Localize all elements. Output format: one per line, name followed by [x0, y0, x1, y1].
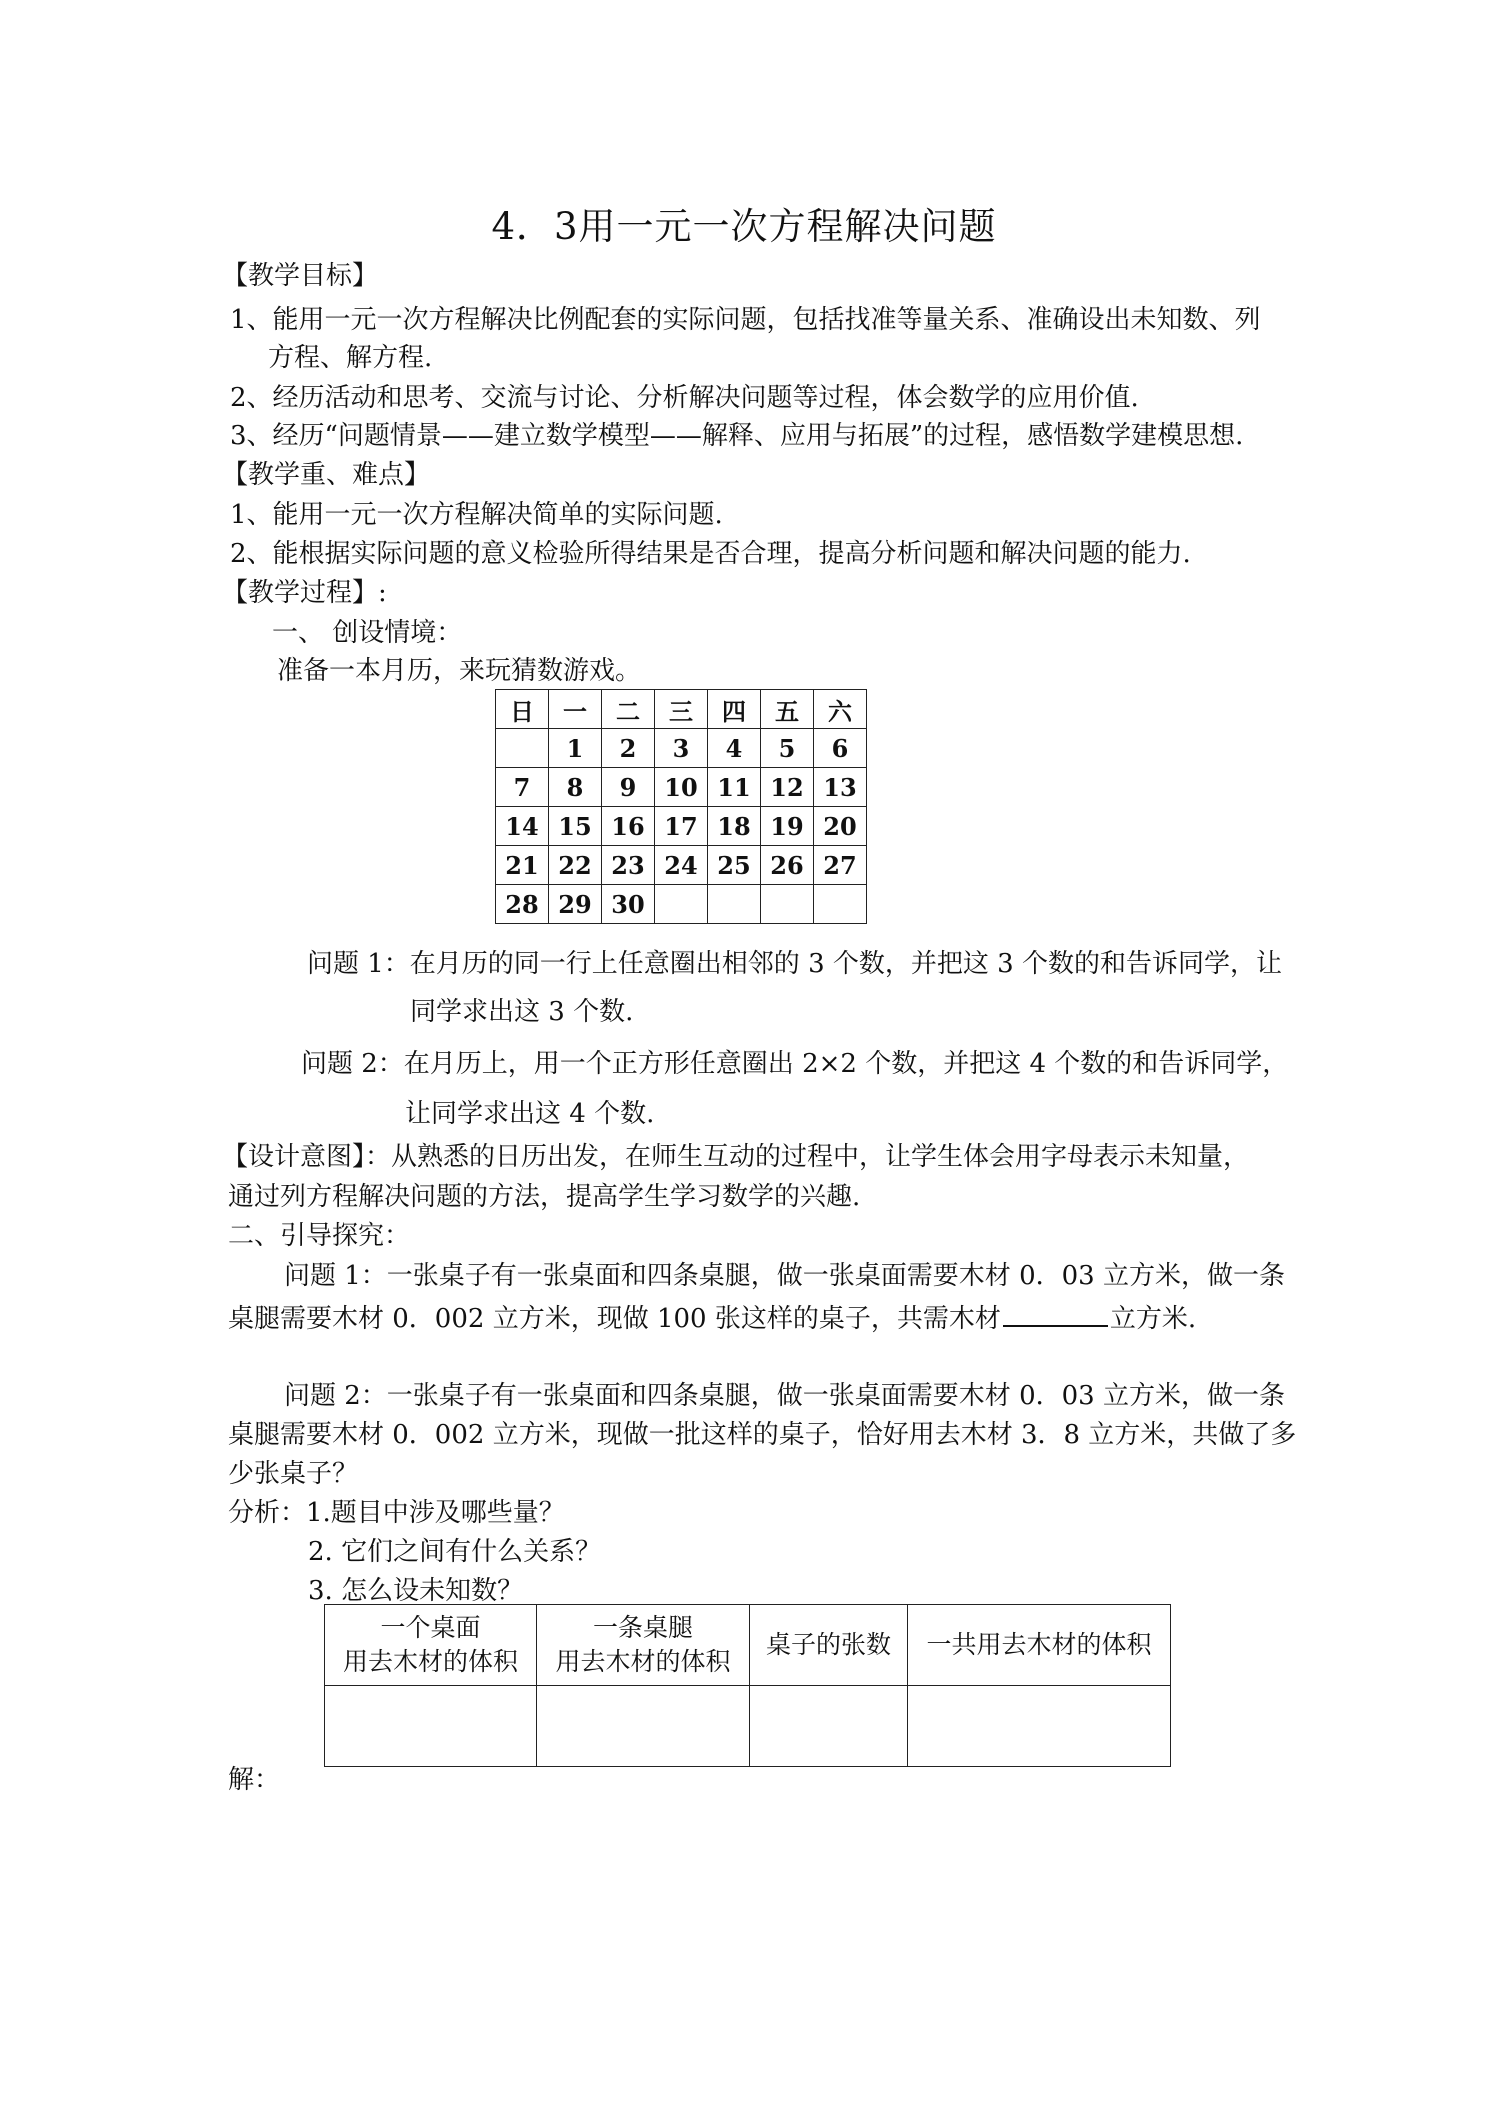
goal-item-3: 3、经历“问题情景——建立数学模型——解释、应用与拓展”的过程，感悟数学建模思想. [230, 421, 1244, 451]
calendar-day-cell [496, 729, 549, 768]
calendar-day-cell: 12 [761, 768, 814, 807]
question-1-line-2: 同学求出这 3 个数. [410, 997, 634, 1027]
analysis-header-cell [537, 1605, 750, 1686]
calendar-intro: 准备一本月历，来玩猜数游戏。 [277, 656, 642, 686]
calendar-table [495, 689, 867, 924]
analysis-empty-row [325, 1686, 1171, 1767]
calendar-day-cell: 25 [708, 846, 761, 885]
calendar-day-cell: 20 [814, 807, 867, 846]
design-intent-line-2: 通过列方程解决问题的方法，提高学生学习数学的兴趣. [228, 1182, 861, 1212]
calendar-week-row [496, 729, 867, 768]
calendar-day-cell: 13 [814, 768, 867, 807]
calendar-day-cell: 17 [655, 807, 708, 846]
analysis-header-cell: 一共用去木材的体积 [908, 1605, 1171, 1686]
goals-heading: 【教学目标】 [222, 261, 379, 291]
calendar-day-cell: 14 [496, 807, 549, 846]
analysis-header-line: 用去木材的体积 [342, 1647, 518, 1676]
calendar-day-cell: 16 [602, 807, 655, 846]
calendar-day-cell: 7 [496, 768, 549, 807]
calendar-day-cell: 30 [602, 885, 655, 924]
calendar-day-cell: 24 [655, 846, 708, 885]
calendar-day-cell: 1 [549, 729, 602, 768]
design-intent-line-1: 【设计意图】：从熟悉的日历出发，在师生互动的过程中，让学生体会用字母表示未知量， [222, 1142, 1250, 1172]
calendar-day-cell: 15 [549, 807, 602, 846]
calendar-day-cell: 26 [761, 846, 814, 885]
page-title: 4．3用一元一次方程解决问题 [491, 205, 997, 248]
calendar-day-cell: 29 [549, 885, 602, 924]
goal-item-1: 1、能用一元一次方程解决比例配套的实际问题，包括找准等量关系、准确设出未知数、列 [230, 305, 1261, 335]
calendar-header-cell: 二 [602, 690, 655, 729]
analysis-empty-cell [750, 1686, 908, 1767]
question-2-line-1: 问题 2：在月历上，用一个正方形任意圈出 2×2 个数，并把这 4 个数的和告诉同学， [301, 1049, 1289, 1079]
calendar-day-cell: 22 [549, 846, 602, 885]
analysis-table [324, 1604, 1171, 1767]
calendar-day-cell: 19 [761, 807, 814, 846]
explore-question-2-line-1: 问题 2：一张桌子有一张桌面和四条桌腿，做一张桌面需要木材 0．03 立方米，做一条 [284, 1381, 1285, 1411]
explore-question-1-line-2 [228, 1299, 1196, 1335]
calendar-header-cell: 一 [549, 690, 602, 729]
keypoints-heading: 【教学重、难点】 [222, 460, 431, 490]
calendar-week-row [496, 807, 867, 846]
calendar-day-cell: 3 [655, 729, 708, 768]
keypoint-item-1: 1、能用一元一次方程解决简单的实际问题. [230, 500, 723, 530]
analysis-step-3: 3. 怎么设未知数？ [308, 1576, 524, 1606]
calendar-day-cell: 5 [761, 729, 814, 768]
calendar-day-cell [814, 885, 867, 924]
solution-label: 解： [228, 1765, 281, 1795]
analysis-header-row [325, 1605, 1171, 1686]
analysis-step-1: 分析：1.题目中涉及哪些量？ [228, 1498, 565, 1528]
calendar-day-cell: 8 [549, 768, 602, 807]
goal-item-2: 2、经历活动和思考、交流与讨论、分析解决问题等过程，体会数学的应用价值. [230, 383, 1139, 413]
calendar-day-cell [655, 885, 708, 924]
calendar-header-cell: 日 [496, 690, 549, 729]
calendar-week-row [496, 768, 867, 807]
calendar-day-cell: 18 [708, 807, 761, 846]
explore-question-2-line-2: 桌腿需要木材 0．002 立方米，现做一批这样的桌子，恰好用去木材 3．8 立方米，共做了多 [228, 1420, 1297, 1450]
analysis-empty-cell [908, 1686, 1171, 1767]
explore-question-1-text: 桌腿需要木材 0．002 立方米，现做 100 张这样的桌子，共需木材 [228, 1304, 1001, 1334]
calendar-week-row [496, 846, 867, 885]
analysis-header-cell: 桌子的张数 [750, 1605, 908, 1686]
analysis-header-cell [325, 1605, 537, 1686]
question-1-line-1: 问题 1：在月历的同一行上任意圈出相邻的 3 个数，并把这 3 个数的和告诉同学，让 [307, 949, 1282, 979]
analysis-step-2: 2. 它们之间有什么关系？ [308, 1537, 602, 1567]
calendar-day-cell: 4 [708, 729, 761, 768]
calendar-day-cell: 10 [655, 768, 708, 807]
calendar-week-row [496, 885, 867, 924]
analysis-empty-cell [325, 1686, 537, 1767]
calendar-day-cell [761, 885, 814, 924]
calendar-header-cell: 五 [761, 690, 814, 729]
analysis-header-line: 一个桌面 [380, 1613, 481, 1642]
calendar-day-cell: 6 [814, 729, 867, 768]
explore-question-1-line-1: 问题 1：一张桌子有一张桌面和四条桌腿，做一张桌面需要木材 0．03 立方米，做一条 [284, 1261, 1285, 1291]
explore-question-1-unit: 立方米. [1109, 1304, 1197, 1334]
calendar-day-cell: 27 [814, 846, 867, 885]
analysis-header-line: 一条桌腿 [592, 1613, 693, 1642]
keypoint-item-2: 2、能根据实际问题的意义检验所得结果是否合理，提高分析问题和解决问题的能力. [230, 539, 1191, 569]
calendar-header-row [496, 690, 867, 729]
process-heading: 【教学过程】: [222, 578, 387, 608]
calendar-day-cell: 2 [602, 729, 655, 768]
calendar-header-cell: 四 [708, 690, 761, 729]
analysis-header-line: 用去木材的体积 [555, 1647, 731, 1676]
calendar-day-cell: 9 [602, 768, 655, 807]
calendar-day-cell [708, 885, 761, 924]
analysis-empty-cell [537, 1686, 750, 1767]
calendar-day-cell: 21 [496, 846, 549, 885]
calendar-day-cell: 28 [496, 885, 549, 924]
section-1-heading: 一、 创设情境： [272, 618, 463, 648]
question-2-line-2: 让同学求出这 4 个数. [405, 1099, 655, 1129]
calendar-header-cell: 六 [814, 690, 867, 729]
calendar-day-cell: 11 [708, 768, 761, 807]
section-2-heading: 二、引导探究： [228, 1221, 411, 1251]
calendar-header-cell: 三 [655, 690, 708, 729]
answer-blank [1003, 1299, 1108, 1327]
calendar-day-cell: 23 [602, 846, 655, 885]
explore-question-2-line-3: 少张桌子？ [228, 1459, 359, 1489]
goal-item-1-cont: 方程、解方程. [268, 343, 433, 373]
